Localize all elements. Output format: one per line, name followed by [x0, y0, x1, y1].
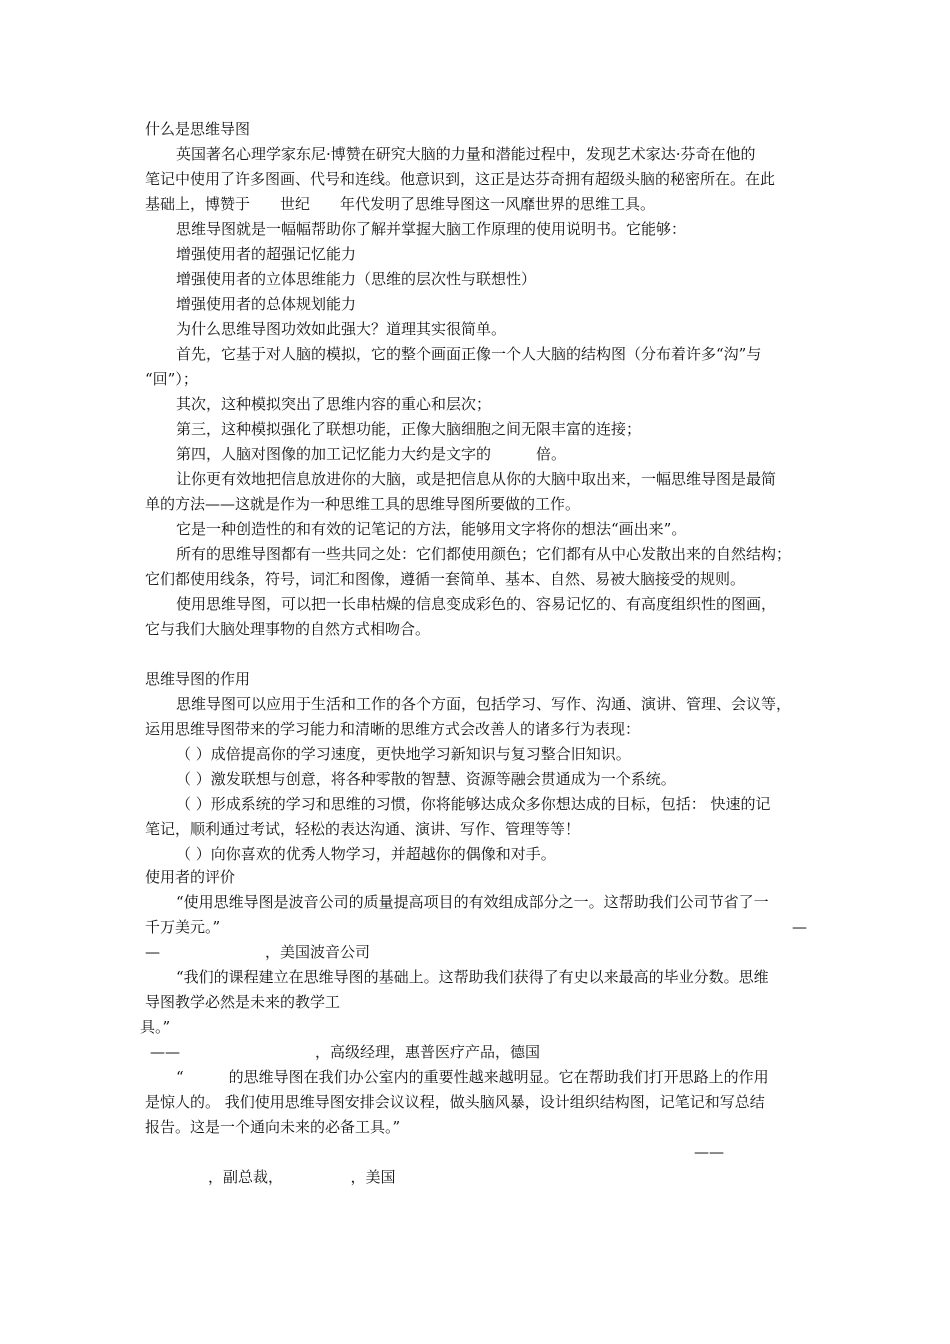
paragraph-line: 基础上，博赞于 世纪 年代发明了思维导图这一风靡世界的思维工具。 [145, 195, 656, 213]
paragraph-line: 英国著名心理学家东尼·博赞在研究大脑的力量和潜能过程中，发现艺术家达·芬奇在他的 [176, 145, 756, 163]
paragraph-line: 思维导图就是一幅幅帮助你了解并掌握大脑工作原理的使用说明书。它能够： [176, 220, 687, 238]
quote-line: “我们的课程建立在思维导图的基础上。这帮助我们获得了有史以来最高的毕业分数。思维 [176, 968, 769, 986]
list-item: （ ）成倍提高你的学习速度，更快地学习新知识与复习整合旧知识。 [176, 745, 631, 763]
paragraph-line: 首先，它基于对人脑的模拟，它的整个画面正像一个人大脑的结构图（分布着许多“沟”与 [176, 345, 762, 363]
quote-line: “使用思维导图是波音公司的质量提高项目的有效组成部分之一。这帮助我们公司节省了一 [176, 893, 769, 911]
paragraph-line: 为什么思维导图功效如此强大？道理其实很简单。 [176, 320, 507, 338]
section-title-mind-map-uses: 思维导图的作用 [145, 670, 251, 688]
quote-line: 是惊人的。 我们使用思维导图安排会议议程，做头脑风暴，设计组织结构图，记笔记和写总结 [145, 1093, 765, 1111]
list-item: （ ）形成系统的学习和思维的习惯，你将能够达成众多你想达成的目标，包括： 快速的记 [176, 795, 771, 813]
quote-dash: — [792, 918, 807, 936]
paragraph-line: 笔记中使用了许多图画、代号和连线。他意识到，这正是达芬奇拥有超级头脑的秘密所在。在此 [145, 170, 776, 188]
quote-source: ，副总裁， ，美国 [208, 1168, 396, 1186]
section-title-user-reviews: 使用者的评价 [145, 868, 236, 886]
paragraph-line: 第四，人脑对图像的加工记忆能力大约是文字的 倍。 [176, 445, 567, 463]
quote-source: —— ，高级经理，惠普医疗产品，德国 [150, 1043, 541, 1061]
quote-line: 千万美元。” [145, 918, 221, 936]
quote-line: 导图教学必然是未来的教学工 [145, 993, 341, 1011]
paragraph-line: 运用思维导图带来的学习能力和清晰的思维方式会改善人的诸多行为表现： [145, 720, 641, 738]
paragraph-line: 思维导图可以应用于生活和工作的各个方面，包括学习、写作、沟通、演讲、管理、会议等， [176, 695, 792, 713]
section-title-what-is-mind-map: 什么是思维导图 [145, 120, 251, 138]
quote-line: “ 的思维导图在我们办公室内的重要性越来越明显。它在帮助我们打开思路上的作用 [176, 1068, 769, 1086]
list-item: （ ）激发联想与创意，将各种零散的智慧、资源等融会贯通成为一个系统。 [176, 770, 676, 788]
paragraph-line: 它与我们大脑处理事物的自然方式相吻合。 [145, 620, 431, 638]
paragraph-line: 单的方法——这就是作为一种思维工具的思维导图所要做的工作。 [145, 495, 581, 513]
paragraph-line: 它们都使用线条，符号，词汇和图像，遵循一套简单、基本、自然、易被大脑接受的规则。 [145, 570, 746, 588]
paragraph-line: 使用思维导图，可以把一长串枯燥的信息变成彩色的、容易记忆的、有高度组织性的图画， [176, 595, 777, 613]
ability-item: 增强使用者的立体思维能力（思维的层次性与联想性） [176, 270, 537, 288]
paragraph-line: 所有的思维导图都有一些共同之处：它们都使用颜色；它们都有从中心发散出来的自然结构； [176, 545, 792, 563]
paragraph-line: 它是一种创造性的和有效的记笔记的方法，能够用文字将你的想法“画出来”。 [176, 520, 687, 538]
ability-item: 增强使用者的总体规划能力 [176, 295, 357, 313]
quote-line: 具。” [140, 1018, 171, 1036]
quote-dash: —— [694, 1143, 724, 1161]
quote-line: 报告。这是一个通向未来的必备工具。” [145, 1118, 401, 1136]
paragraph-line: 第三，这种模拟强化了联想功能，正像大脑细胞之间无限丰富的连接； [176, 420, 642, 438]
list-item: （ ）向你喜欢的优秀人物学习，并超越你的偶像和对手。 [176, 845, 556, 863]
paragraph-line: 其次，这种模拟突出了思维内容的重心和层次； [176, 395, 492, 413]
quote-source: — ，美国波音公司 [145, 943, 371, 961]
ability-item: 增强使用者的超强记忆能力 [176, 245, 357, 263]
paragraph-line: 让你更有效地把信息放进你的大脑，或是把信息从你的大脑中取出来，一幅思维导图是最简 [176, 470, 777, 488]
paragraph-line: “回”）； [145, 370, 198, 388]
list-item-continuation: 笔记，顺利通过考试，轻松的表达沟通、演讲、写作、管理等等！ [145, 820, 581, 838]
